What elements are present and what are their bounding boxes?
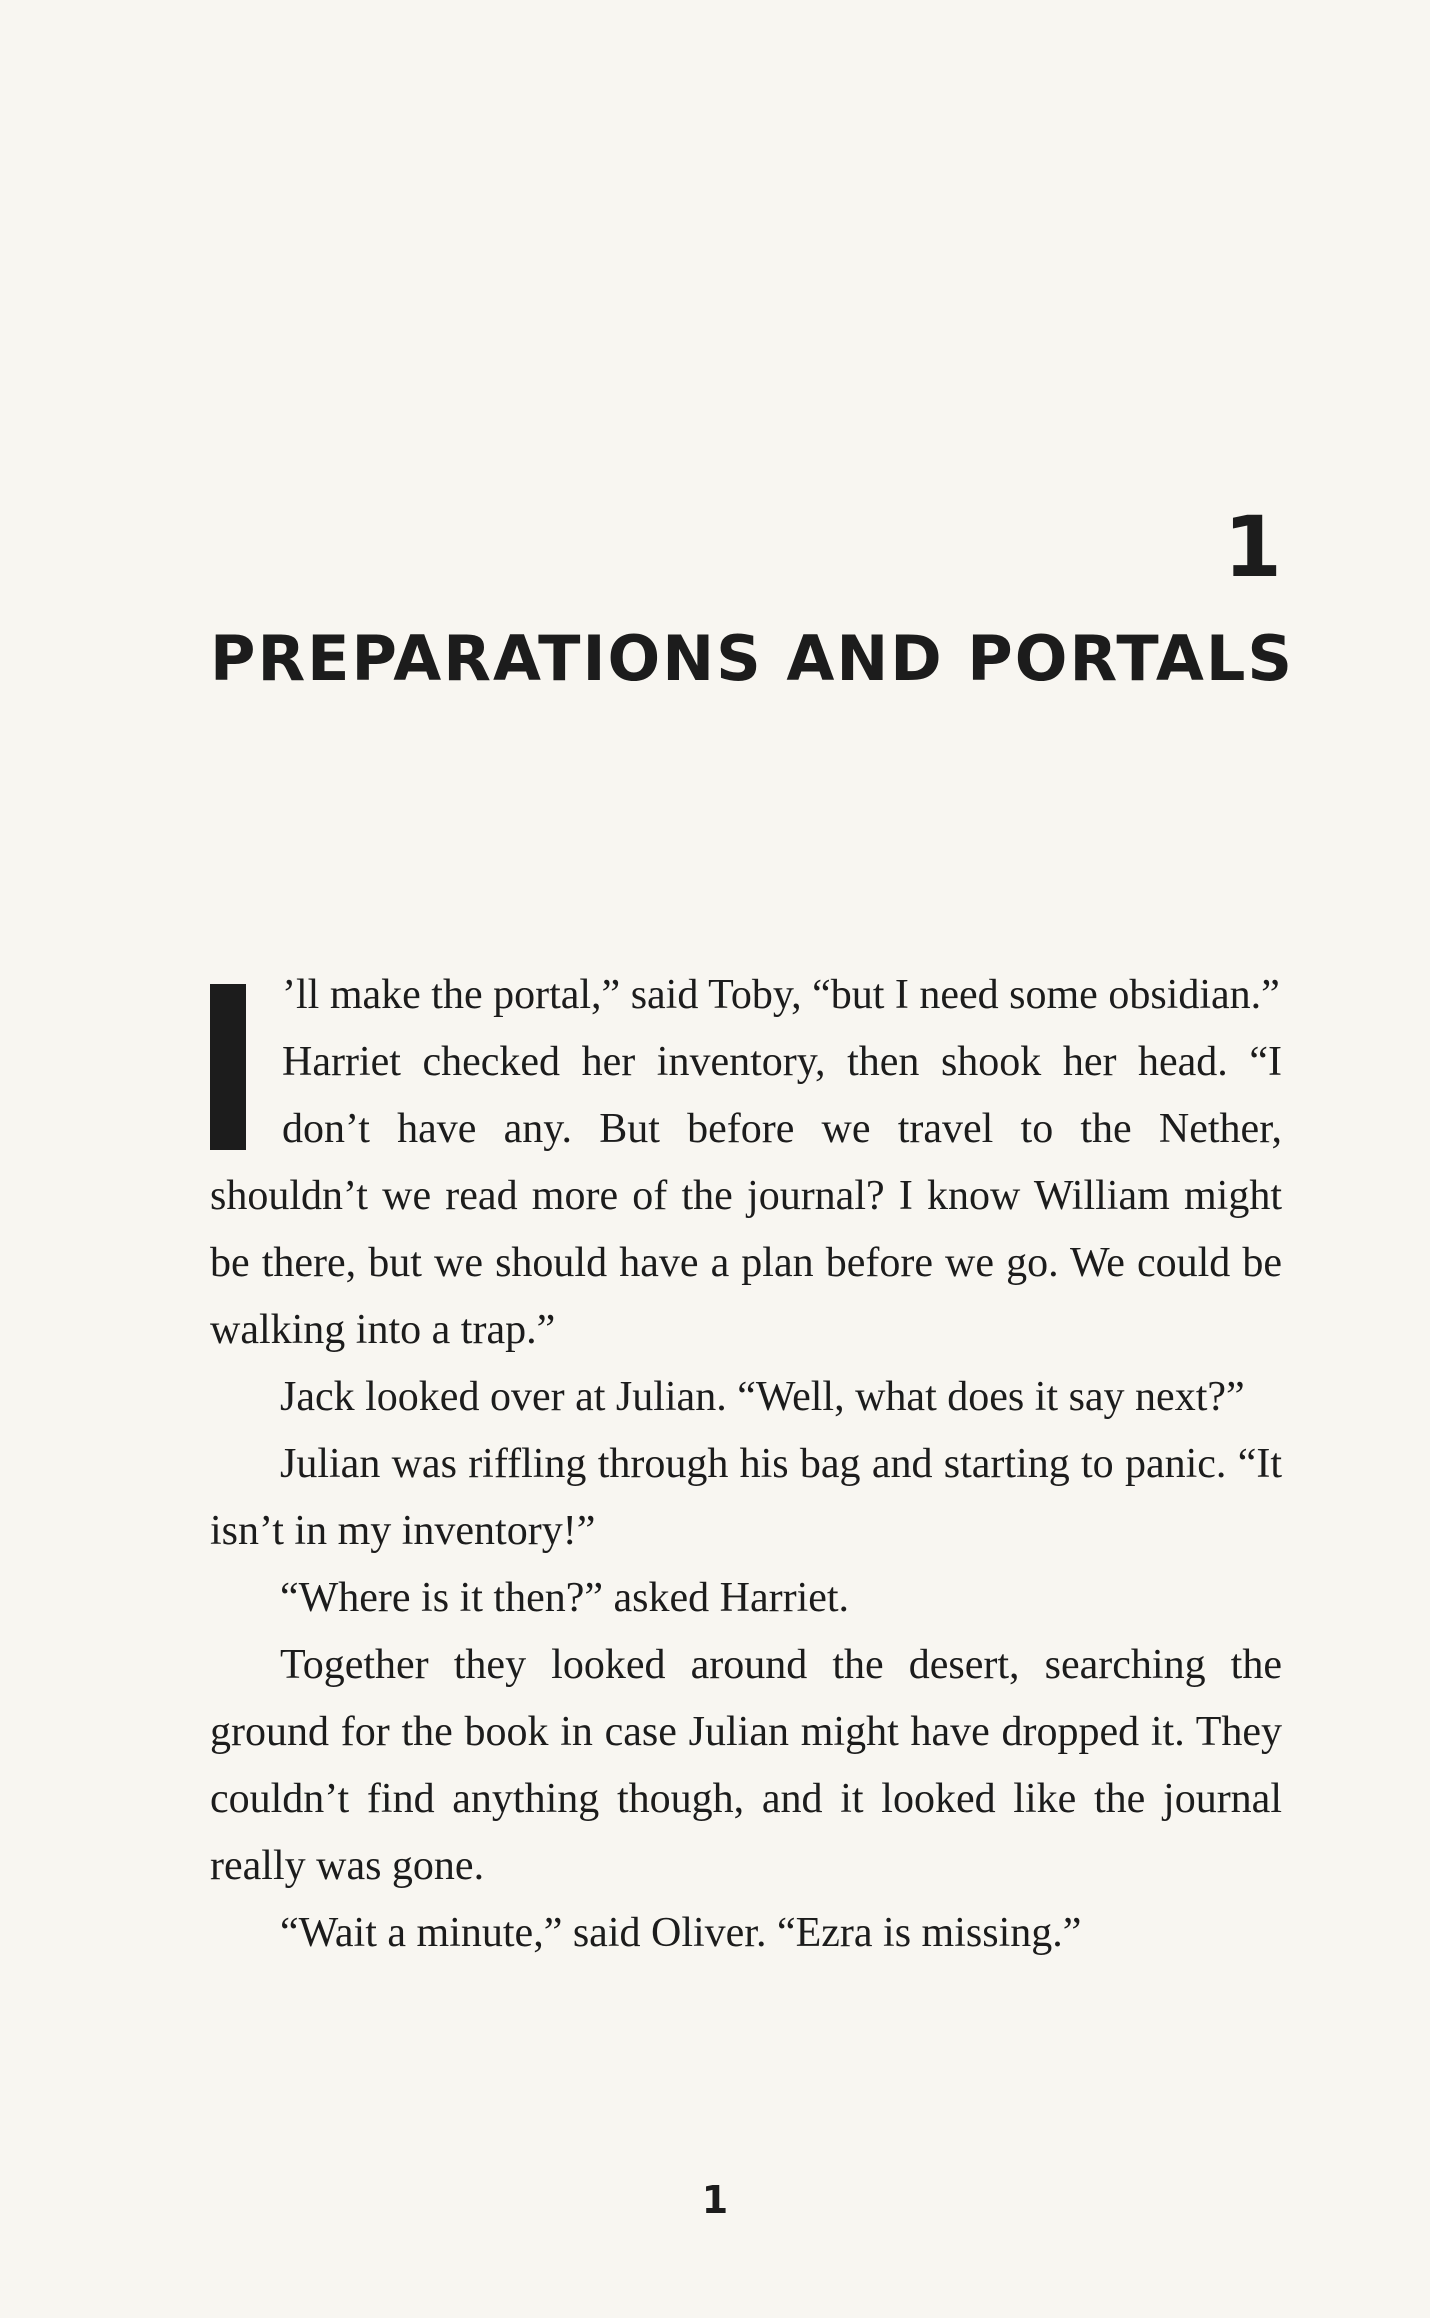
paragraph: Harriet checked her inventory, then shook her head. “I don’t have any. But before we travel to the Nether, shouldn’t we read more of the journal? I know William might be there, but we should have a plan before we go. We could be walking into a trap.” xyxy=(210,1039,1282,1353)
paragraph: Jack looked over at Julian. “Well, what does it say next?” xyxy=(280,1374,1245,1420)
paragraph-text: ’ll make the portal,” said Toby, “but I need some obsidian.” xyxy=(282,972,1280,1018)
chapter-body xyxy=(210,962,1282,1967)
paragraph: “Where is it then?” asked Harriet. xyxy=(280,1575,850,1621)
paragraph: “Wait a minute,” said Oliver. “Ezra is missing.” xyxy=(280,1910,1082,1956)
paragraph: Julian was riffling through his bag and starting to panic. “It isn’t in my inventory!” xyxy=(210,1441,1282,1554)
chapter-number: 1 xyxy=(1223,498,1282,596)
page-number: 1 xyxy=(701,2178,729,2222)
chapter-title: PREPARATIONS AND PORTALS xyxy=(210,622,1295,695)
paragraph: Together they looked around the desert, searching the ground for the book in case Julian might have dropped it. They couldn’t find anything though, and it looked like the journal really was gone. xyxy=(210,1642,1282,1889)
paragraph xyxy=(210,962,1282,1029)
drop-cap-I xyxy=(210,984,246,1150)
